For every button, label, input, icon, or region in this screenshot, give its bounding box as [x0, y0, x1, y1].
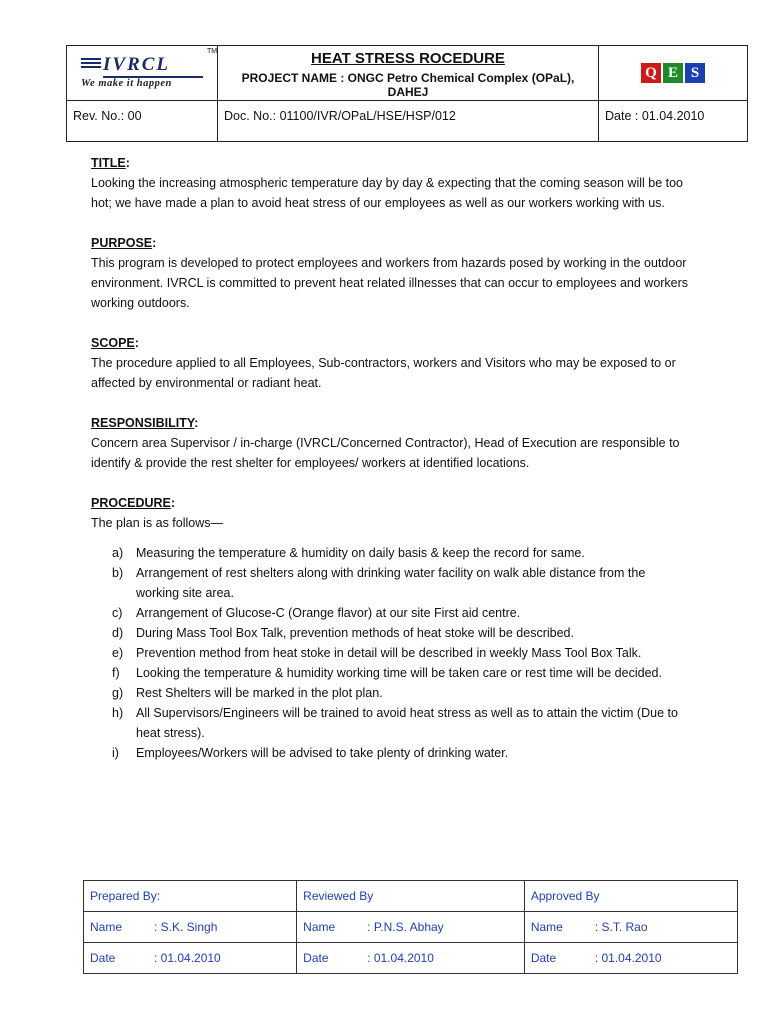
prepared-date: : 01.04.2010 — [154, 951, 221, 965]
procedure-item-text: Rest Shelters will be marked in the plot plan. — [136, 686, 383, 700]
section-body: The procedure applied to all Employees, Sub-contractors, workers and Visitors who may be exposed to or affected by environmental or radiant heat. — [91, 356, 676, 390]
signoff-table — [83, 880, 738, 974]
procedure-item-label: f) — [112, 666, 120, 680]
section-heading: PROCEDURE: — [91, 496, 176, 510]
document-header-table — [66, 45, 748, 142]
section-heading: TITLE: — [91, 156, 130, 170]
title-section — [91, 153, 691, 213]
procedure-item-text: During Mass Tool Box Talk, prevention methods of heat stoke will be described. — [136, 626, 574, 640]
approved-by-label: Approved By — [524, 881, 737, 912]
procedure-item — [91, 683, 691, 703]
approved-date: : 01.04.2010 — [594, 951, 662, 965]
name-key: Name — [303, 920, 336, 934]
procedure-item — [91, 543, 691, 563]
date-key: Date — [90, 951, 116, 965]
procedure-section — [91, 493, 691, 763]
ivrcl-logo — [81, 48, 218, 94]
responsibility-section — [91, 413, 691, 473]
document-title: HEAT STRESS ROCEDURE — [311, 49, 505, 67]
procedure-item — [91, 563, 691, 603]
approved-name: : S.T. Rao — [594, 920, 648, 934]
procedure-item-label: g) — [112, 686, 124, 700]
cert-q-badge: Q — [641, 63, 661, 83]
procedure-item-text: Arrangement of Glucose-C (Orange flavor) at our site First aid centre. — [136, 606, 521, 620]
procedure-item-text: Measuring the temperature & humidity on daily basis & keep the record for same. — [136, 546, 585, 560]
name-key: Name — [530, 920, 563, 934]
logo-wordmark: IVRCL — [103, 54, 171, 75]
procedure-item — [91, 703, 691, 743]
procedure-intro: The plan is as follows— — [91, 516, 224, 530]
procedure-item-label: c) — [112, 606, 123, 620]
reviewed-name-cell — [297, 912, 525, 943]
title-cell — [218, 46, 599, 101]
cert-s-badge: S — [685, 63, 705, 83]
procedure-item-label: h) — [112, 706, 124, 720]
procedure-item — [91, 663, 691, 683]
procedure-list — [91, 543, 691, 763]
procedure-item-label: d) — [112, 626, 124, 640]
logo-tagline: We make it happen — [81, 78, 172, 89]
approved-name-cell — [524, 912, 737, 943]
procedure-item-text: All Supervisors/Engineers will be trained to avoid heat stress as well as to attain the victim (Due to heat stress). — [136, 706, 678, 740]
procedure-item-label: a) — [112, 546, 124, 560]
approved-date-cell — [524, 943, 737, 974]
procedure-item — [91, 743, 691, 763]
procedure-item-text: Employees/Workers will be advised to take plenty of drinking water. — [136, 746, 509, 760]
project-name: PROJECT NAME : ONGC Petro Chemical Complex (OPaL), DAHEJ — [241, 70, 575, 99]
section-heading: SCOPE: — [91, 336, 139, 350]
procedure-item — [91, 643, 691, 663]
procedure-item-label: e) — [112, 646, 124, 660]
date-cell: Date : 01.04.2010 — [599, 101, 748, 142]
procedure-item-label: b) — [112, 566, 124, 580]
procedure-item — [91, 623, 691, 643]
company-logo-cell — [67, 46, 218, 101]
logo-trademark: TM — [207, 48, 218, 55]
prepared-name: : S.K. Singh — [154, 920, 218, 934]
prepared-by-label: Prepared By: — [84, 881, 297, 912]
document-body — [91, 153, 691, 783]
procedure-item-text: Arrangement of rest shelters along with drinking water facility on walk able distance from the working site area. — [136, 566, 646, 600]
reviewed-date: : 01.04.2010 — [367, 951, 434, 965]
reviewed-name: : P.N.S. Abhay — [367, 920, 444, 934]
section-heading: RESPONSIBILITY: — [91, 416, 199, 430]
prepared-name-cell — [84, 912, 297, 943]
reviewed-by-label: Reviewed By — [297, 881, 525, 912]
prepared-date-cell — [84, 943, 297, 974]
name-key: Name — [90, 920, 123, 934]
logo-stripes-icon — [81, 58, 101, 72]
certification-logo-cell — [599, 46, 748, 101]
section-body: Looking the increasing atmospheric temperature day by day & expecting that the coming season will be too hot; we have made a plan to avoid heat stress of our employees as well as our workers working with us. — [91, 176, 684, 210]
procedure-item-label: i) — [112, 746, 119, 760]
procedure-item — [91, 603, 691, 623]
revision-cell: Rev. No.: 00 — [67, 101, 218, 142]
qes-certification-icon — [605, 63, 741, 83]
procedure-item-text: Looking the temperature & humidity working time will be taken care or rest time will be decided. — [136, 666, 662, 680]
section-heading: PURPOSE: — [91, 236, 157, 250]
reviewed-date-cell — [297, 943, 525, 974]
date-key: Date — [303, 951, 329, 965]
document-number-cell: Doc. No.: 01100/IVR/OPaL/HSE/HSP/012 — [218, 101, 599, 142]
section-body: This program is developed to protect employees and workers from hazards posed by working in the outdoor environment. IVRCL is committed to prevent heat related illnesses that can occur to employees and workers working outdoors. — [91, 256, 689, 310]
date-key: Date — [530, 951, 557, 965]
scope-section — [91, 333, 691, 393]
purpose-section — [91, 233, 691, 313]
cert-e-badge: E — [663, 63, 683, 83]
procedure-item-text: Prevention method from heat stoke in detail will be described in weekly Mass Tool Box Talk. — [136, 646, 642, 660]
section-body: Concern area Supervisor / in-charge (IVRCL/Concerned Contractor), Head of Execution are responsible to identify & provide the rest shelter for employees/ workers at identified locations. — [91, 436, 680, 470]
